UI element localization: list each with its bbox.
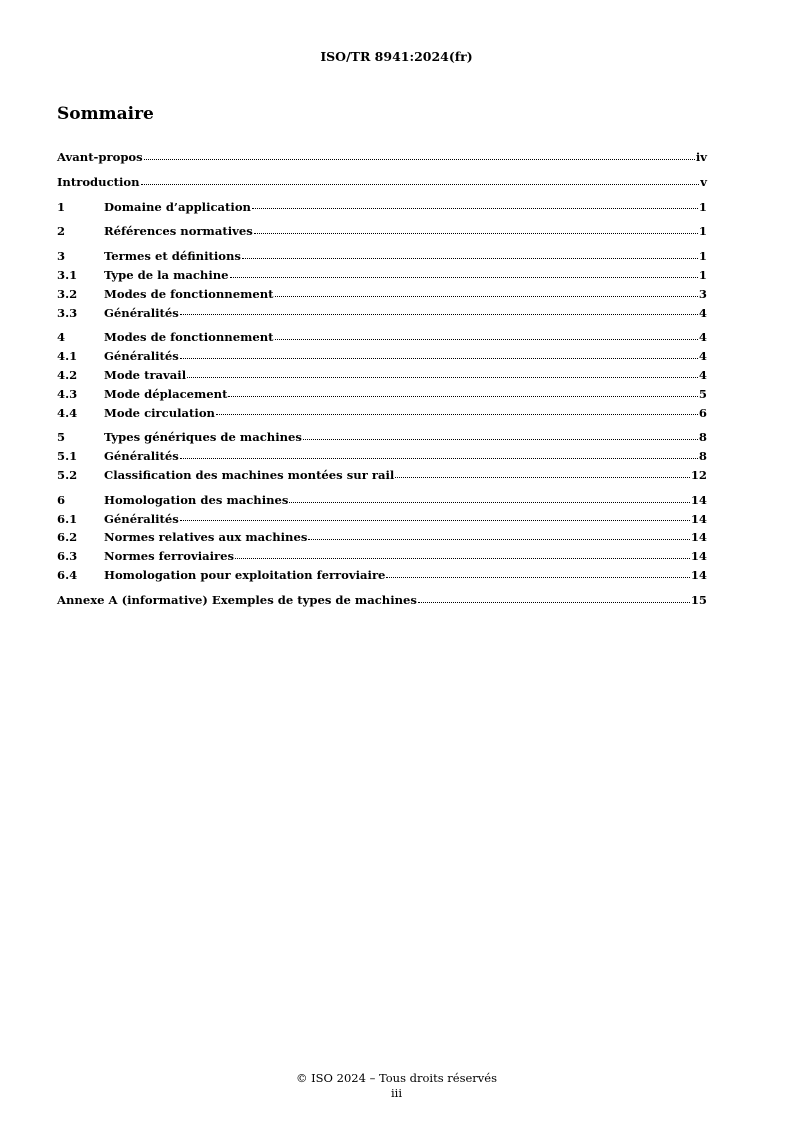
- toc-dot-leader: [308, 538, 689, 540]
- toc-entry[interactable]: [57, 591, 707, 610]
- toc-entry[interactable]: [57, 385, 707, 404]
- toc-dot-leader: [180, 457, 698, 459]
- toc-entry-page[interactable]: v: [700, 174, 707, 189]
- document-header: ISO/TR 8941:2024(fr): [320, 49, 473, 64]
- toc-dot-leader: [235, 557, 690, 559]
- toc-entry[interactable]: [57, 366, 707, 385]
- toc-entry-number: 4: [57, 330, 66, 345]
- toc-entry-page[interactable]: 14: [690, 530, 707, 545]
- toc-entry-page[interactable]: 1: [698, 249, 707, 264]
- toc-entry[interactable]: [57, 198, 707, 217]
- toc-entry-page[interactable]: 4: [698, 305, 707, 320]
- toc-entry-page[interactable]: 4: [698, 349, 707, 364]
- toc-dot-leader: [144, 158, 695, 160]
- toc-entry[interactable]: [57, 304, 707, 323]
- toc-entry-label[interactable]: Introduction: [57, 174, 140, 189]
- toc-entry-page[interactable]: 14: [690, 567, 707, 582]
- toc-entry-label[interactable]: Homologation pour exploitation ferroviaire: [104, 567, 386, 582]
- toc-entry-label[interactable]: Homologation des machines: [104, 492, 289, 507]
- toc-entry-number: 2: [57, 224, 66, 239]
- toc-entry-label[interactable]: Généralités: [104, 449, 179, 464]
- toc-entry-number: 6.3: [57, 549, 78, 564]
- toc-entry-label[interactable]: Termes et définitions: [104, 249, 241, 264]
- toc-entry-label[interactable]: Références normatives: [104, 224, 253, 239]
- table-of-contents: [57, 148, 707, 610]
- toc-entry-page[interactable]: 12: [690, 467, 707, 482]
- toc-dot-leader: [275, 338, 698, 340]
- toc-dot-leader: [216, 413, 698, 415]
- toc-dot-leader: [228, 395, 697, 397]
- toc-entry-number: 3.2: [57, 286, 78, 301]
- toc-entry-number: 5: [57, 430, 66, 445]
- toc-entry[interactable]: [57, 566, 707, 585]
- toc-entry-number: 5.1: [57, 449, 78, 464]
- toc-dot-leader: [303, 438, 698, 440]
- toc-entry[interactable]: [57, 466, 707, 485]
- toc-dot-leader: [275, 295, 698, 297]
- toc-dot-leader: [180, 357, 698, 359]
- toc-entry-number: 6: [57, 492, 66, 507]
- toc-entry[interactable]: [57, 491, 707, 510]
- toc-entry[interactable]: [57, 266, 707, 285]
- toc-entry-label[interactable]: Avant-propos: [57, 150, 143, 164]
- toc-entry-number: 6.4: [57, 567, 78, 582]
- toc-entry-number: 5.2: [57, 467, 78, 482]
- toc-dot-leader: [289, 501, 689, 503]
- toc-entry[interactable]: [57, 510, 707, 529]
- toc-dot-leader: [180, 313, 698, 315]
- toc-entry[interactable]: [57, 173, 707, 192]
- toc-entry-page[interactable]: 1: [698, 267, 707, 282]
- toc-entry-label[interactable]: Mode déplacement: [104, 386, 228, 401]
- toc-entry-page[interactable]: 5: [698, 386, 707, 401]
- toc-entry-label[interactable]: Modes de fonctionnement: [104, 286, 274, 301]
- toc-entry[interactable]: [57, 328, 707, 347]
- toc-entry-label[interactable]: Mode circulation: [104, 405, 215, 420]
- toc-entry-page[interactable]: 1: [698, 199, 707, 214]
- toc-entry-label[interactable]: Normes ferroviaires: [104, 549, 235, 564]
- toc-entry[interactable]: [57, 247, 707, 266]
- toc-entry-number: 6.1: [57, 511, 78, 526]
- toc-entry[interactable]: [57, 547, 707, 566]
- toc-entry-label[interactable]: Domaine d’application: [104, 199, 251, 214]
- toc-dot-leader: [187, 376, 698, 378]
- toc-entry-label[interactable]: Généralités: [104, 349, 179, 364]
- toc-entry-label[interactable]: Modes de fonctionnement: [104, 330, 274, 345]
- toc-entry-label[interactable]: Types génériques de machines: [104, 430, 302, 445]
- toc-dot-leader: [418, 601, 690, 603]
- toc-entry-number: 6.2: [57, 530, 78, 545]
- toc-dot-leader: [180, 519, 690, 521]
- toc-entry-page[interactable]: 8: [698, 430, 707, 445]
- toc-entry[interactable]: [57, 428, 707, 447]
- toc-dot-leader: [395, 476, 690, 478]
- toc-entry-number: 4.1: [57, 349, 78, 364]
- copyright-notice: © ISO 2024 – Tous droits réservés: [295, 1071, 497, 1085]
- toc-entry-page[interactable]: 4: [698, 367, 707, 382]
- toc-entry-page[interactable]: iv: [695, 150, 707, 164]
- toc-entry[interactable]: [57, 148, 707, 167]
- toc-entry-page[interactable]: 15: [690, 592, 707, 607]
- toc-entry-page[interactable]: 14: [690, 511, 707, 526]
- toc-dot-leader: [230, 276, 698, 278]
- toc-entry-number: 4.4: [57, 405, 78, 420]
- toc-entry-label[interactable]: Classification des machines montées sur rail: [104, 467, 395, 482]
- toc-entry-label[interactable]: Mode travail: [104, 367, 187, 382]
- toc-dot-leader: [386, 576, 689, 578]
- toc-dot-leader: [141, 183, 700, 185]
- toc-entry[interactable]: [57, 222, 707, 241]
- toc-entry-label[interactable]: Normes relatives aux machines: [104, 530, 308, 545]
- toc-entry-number: 4.3: [57, 386, 78, 401]
- toc-entry-page[interactable]: 14: [690, 492, 707, 507]
- toc-dot-leader: [242, 257, 698, 259]
- toc-dot-leader: [254, 232, 698, 234]
- toc-entry-page[interactable]: 14: [690, 549, 707, 564]
- toc-entry-page[interactable]: 4: [698, 330, 707, 345]
- toc-entry[interactable]: [57, 528, 707, 547]
- toc-entry[interactable]: [57, 347, 707, 366]
- toc-entry-number: 4.2: [57, 367, 78, 382]
- toc-dot-leader: [252, 207, 698, 209]
- toc-entry-label[interactable]: Type de la machine: [104, 267, 229, 282]
- toc-entry-label[interactable]: Annexe A (informative) Exemples de types de machines: [57, 592, 417, 607]
- toc-entry-number: 3: [57, 249, 66, 264]
- toc-entry-number: 1: [57, 199, 66, 214]
- toc-entry-page[interactable]: 1: [698, 224, 707, 239]
- toc-entry-label[interactable]: Généralités: [104, 511, 179, 526]
- toc-entry-page[interactable]: 3: [698, 286, 707, 301]
- page-number: iii: [390, 1086, 403, 1100]
- toc-entry[interactable]: [57, 285, 707, 304]
- toc-entry-number: 3.1: [57, 267, 78, 282]
- page-footer: [0, 1071, 793, 1101]
- toc-entry[interactable]: [57, 447, 707, 466]
- toc-entry-page[interactable]: 6: [698, 405, 707, 420]
- toc-entry-number: 3.3: [57, 305, 78, 320]
- toc-entry-page[interactable]: 8: [698, 449, 707, 464]
- page-title: Sommaire: [57, 104, 154, 124]
- toc-entry-label[interactable]: Généralités: [104, 305, 179, 320]
- toc-entry[interactable]: [57, 404, 707, 423]
